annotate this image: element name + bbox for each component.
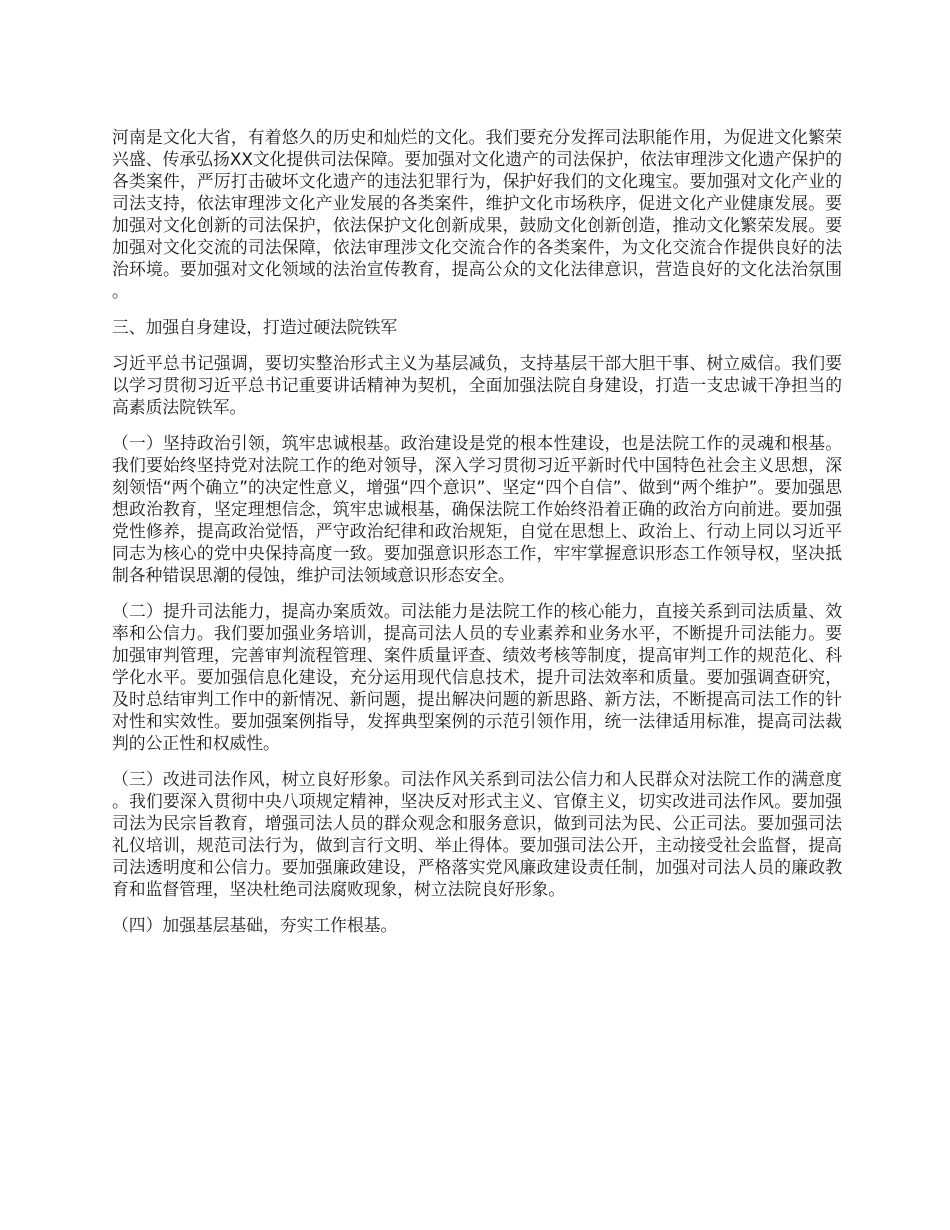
paragraph-intro: 习近平总书记强调，要切实整治形式主义为基层减负，支持基层干部大胆干事、树立威信。我们要以学习贯彻习近平总书记重要讲话精神为契机，全面加强法院自身建设，打造一支忠诚干净担当的高素质法院铁军。 — [112, 353, 842, 417]
paragraph-judicial-style: （三）改进司法作风，树立良好形象。司法作风关系到司法公信力和人民群众对法院工作的满意度。我们要深入贯彻中央八项规定精神，坚决反对形式主义、官僚主义，切实改进司法作风。要加强司法为民宗旨教育，增强司法人员的群众观念和服务意识，做到司法为民、公正司法。要加强司法礼仪培训，规范司法行为，做到言行文明、举止得体。要加强司法公开，主动接受社会监督，提高司法透明度和公信力。要加强廉政建设，严格落实党风廉政建设责任制，加强对司法人员的廉政教育和监督管理，坚决杜绝司法腐败现象，树立法院良好形象。 — [112, 769, 842, 899]
document-body — [112, 126, 842, 950]
paragraph-judicial-capacity: （二）提升司法能力，提高办案质效。司法能力是法院工作的核心能力，直接关系到司法质量、效率和公信力。我们要加强业务培训，提高司法人员的专业素养和业务水平，不断提升司法能力。要加强审判管理，完善审判流程管理、案件质量评查、绩效考核等制度，提高审判工作的规范化、科学化水平。要加强信息化建设，充分运用现代信息技术，提升司法效率和质量。要加强调查研究，及时总结审判工作中的新情况、新问题，提出解决问题的新思路、新方法，不断提高司法工作的针对性和实效性。要加强案例指导，发挥典型案例的示范引领作用，统一法律适用标准，提高司法裁判的公正性和权威性。 — [112, 601, 842, 753]
paragraph-grassroots: （四）加强基层基础，夯实工作根基。 — [112, 915, 398, 935]
section-heading-3: 三、加强自身建设，打造过硬法院铁军 — [112, 317, 398, 337]
paragraph-political-leadership: （一）坚持政治引领，筑牢忠诚根基。政治建设是党的根本性建设，也是法院工作的灵魂和根基。我们要始终坚持党对法院工作的绝对领导，深入学习贯彻习近平新时代中国特色社会主义思想，深刻领悟“两个确立”的决定性意义，增强“四个意识”、坚定“四个自信”、做到“两个维护”。要加强思想政治教育，坚定理想信念，筑牢忠诚根基，确保法院工作始终沿着正确的政治方向前进。要加强党性修养，提高政治觉悟，严守政治纪律和政治规矩，自觉在思想上、政治上、行动上同以习近平同志为核心的党中央保持高度一致。要加强意识形态工作，牢牢掌握意识形态工作领导权，坚决抵制各种错误思潮的侵蚀，维护司法领域意识形态安全。 — [112, 433, 842, 585]
paragraph-culture: 河南是文化大省，有着悠久的历史和灿烂的文化。我们要充分发挥司法职能作用，为促进文化繁荣兴盛、传承弘扬XX文化提供司法保障。要加强对文化遗产的司法保护，依法审理涉文化遗产保护的各类案件，严厉打击破坏文化遗产的违法犯罪行为，保护好我们的文化瑰宝。要加强对文化产业的司法支持，依法审理涉文化产业发展的各类案件，维护文化市场秩序，促进文化产业健康发展。要加强对文化创新的司法保护，依法保护文化创新成果，鼓励文化创新创造，推动文化繁荣发展。要加强对文化交流的司法保障，依法审理涉文化交流合作的各类案件，为文化交流合作提供良好的法治环境。要加强对文化领域的法治宣传教育，提高公众的文化法律意识，营造良好的文化法治氛围。 — [112, 127, 842, 301]
